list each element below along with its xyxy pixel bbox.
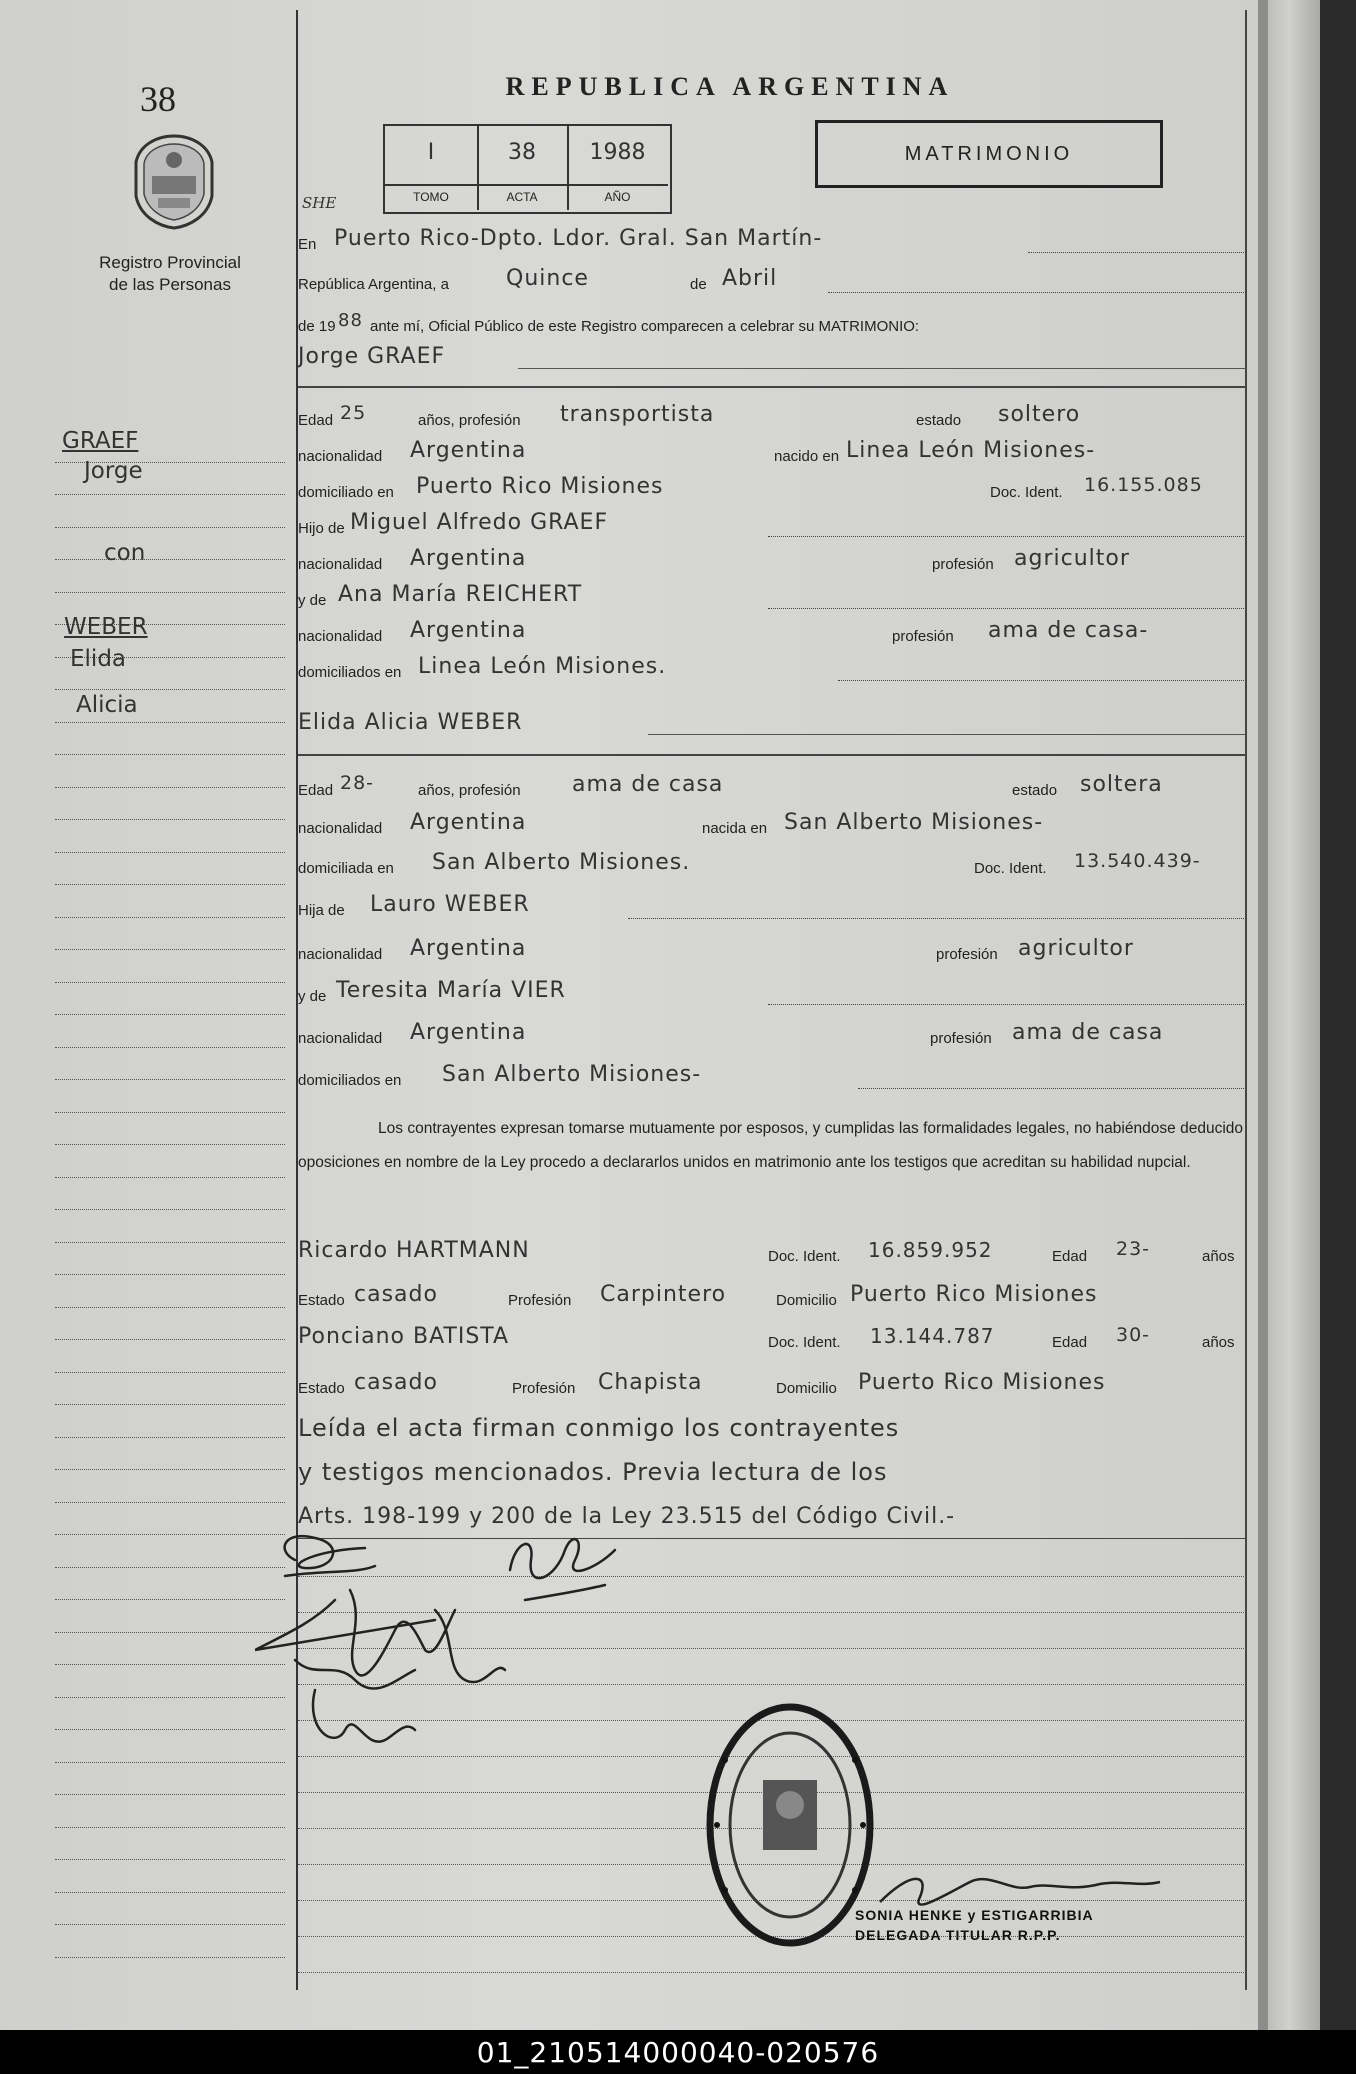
closing-line-3: Arts. 198-199 y 200 de la Ley 23.515 del Código Civil.- — [298, 1504, 956, 1529]
bride-father: Lauro WEBER — [370, 892, 530, 917]
closing-line — [298, 1454, 1246, 1488]
domiciliados-label: domiciliados en — [298, 1072, 402, 1089]
groom-parents-dom-row — [298, 650, 1246, 684]
page-edge — [1268, 0, 1320, 2030]
acta-label: ACTA — [477, 184, 567, 210]
edad-label: Edad — [1052, 1334, 1088, 1351]
witness2-age: 30- — [1116, 1324, 1151, 1346]
groom-age-row — [298, 398, 1246, 432]
edad-label: Edad — [298, 412, 334, 429]
scan-id-bar — [0, 2030, 1356, 2074]
date-row — [298, 262, 1246, 296]
witness2-name: Ponciano BATISTA — [298, 1324, 510, 1349]
en-label: En — [298, 236, 317, 253]
bride-mother-prof: ama de casa — [1012, 1020, 1164, 1045]
witness2-profession: Chapista — [598, 1370, 703, 1395]
day-value: Quince — [506, 266, 589, 291]
acta-value: 38 — [508, 140, 536, 165]
groom-age: 25 — [340, 402, 367, 424]
groom-father-nat: Argentina — [410, 546, 527, 571]
witness1-estado: casado — [354, 1282, 438, 1307]
groom-name-row — [298, 340, 1246, 374]
bride-parents-domicile: San Alberto Misiones- — [442, 1062, 702, 1087]
nacionalidad-label: nacionalidad — [298, 1030, 383, 1047]
year-suffix: 88 — [338, 310, 363, 331]
doc-label: Doc. Ident. — [990, 484, 1063, 501]
record-number-box — [383, 124, 672, 214]
witness2-domicile: Puerto Rico Misiones — [858, 1370, 1106, 1395]
closing-line-1: Leída el acta firman conmigo los contrayentes — [298, 1414, 900, 1442]
delegate-title: DELEGADA TITULAR R.P.P. — [855, 1927, 1061, 1943]
domiciliado-label: domiciliado en — [298, 484, 394, 501]
edad-label: Edad — [1052, 1248, 1088, 1265]
nacionalidad-label: nacionalidad — [298, 556, 383, 573]
place-row — [298, 222, 1246, 256]
closing-line — [298, 1500, 1246, 1534]
estado-label: estado — [916, 412, 962, 429]
groom-birthplace: Linea León Misiones- — [846, 438, 1096, 463]
month-value: Abril — [722, 266, 778, 291]
bride-estado: soltera — [1080, 772, 1163, 797]
ano-value: 1988 — [589, 140, 646, 165]
bride-profession: ama de casa — [572, 772, 724, 797]
bride-father-nat: Argentina — [410, 936, 527, 961]
groom-name: Jorge GRAEF — [298, 344, 446, 369]
bride-domicile: San Alberto Misiones. — [432, 850, 691, 875]
margin-name: GRAEF — [62, 428, 139, 454]
groom-domicile: Puerto Rico Misiones — [416, 474, 664, 499]
bride-name-row — [298, 706, 1246, 740]
republica-label: República Argentina, a — [298, 276, 449, 293]
hijo-label: Hijo de — [298, 520, 345, 537]
bride-mother-row — [298, 974, 1246, 1008]
intro-text: ante mí, Oficial Público de este Registro comparecen a celebrar su MATRIMONIO: — [370, 318, 920, 335]
groom-nationality: Argentina — [410, 438, 527, 463]
witness2-doc: 13.144.787 — [870, 1324, 995, 1348]
ano-label: AÑO — [567, 184, 668, 210]
bride-dom-row — [298, 846, 1246, 880]
bride-age-row — [298, 768, 1246, 802]
groom-dom-row — [298, 470, 1246, 504]
groom-father-nat-row — [298, 542, 1246, 576]
bride-nationality: Argentina — [410, 810, 527, 835]
tomo-label: TOMO — [385, 184, 477, 210]
provincial-seal-icon — [128, 132, 220, 232]
groom-mother-row — [298, 578, 1246, 612]
witness2-details-row — [298, 1366, 1246, 1400]
yde-label: y de — [298, 988, 327, 1005]
doc-label: Doc. Ident. — [768, 1248, 841, 1265]
profesion-label: profesión — [932, 556, 994, 573]
groom-mother-prof: ama de casa- — [988, 618, 1149, 643]
estado-label: estado — [1012, 782, 1058, 799]
witness1-domicile: Puerto Rico Misiones — [850, 1282, 1098, 1307]
registry-line1: Registro Provincial — [99, 253, 241, 272]
margin-name: con — [104, 540, 146, 566]
estado-label: Estado — [298, 1380, 345, 1397]
scan-id: 01_210514000040-020576 — [476, 2035, 880, 2069]
doc-label: Doc. Ident. — [974, 860, 1047, 877]
groom-father-row — [298, 506, 1246, 540]
registry-line2: de las Personas — [109, 275, 231, 294]
margin-name: Alicia — [76, 692, 138, 718]
groom-profession: transportista — [560, 402, 715, 427]
profesion-label: Profesión — [512, 1380, 576, 1397]
bride-parents-dom-row — [298, 1058, 1246, 1092]
statement-text: Los contrayentes expresan tomarse mutuamente por esposos, y cumplidas las formalidades legales, no habiéndose deducido oposiciones en nombre de la Ley procedo a declararlos unidos en matrimonio ante los testigos que acreditan su habilidad nupcial. — [298, 1120, 1243, 1171]
bride-nat-row — [298, 806, 1246, 840]
profesion-label: profesión — [892, 628, 954, 645]
bride-mother-nat-row — [298, 1016, 1246, 1050]
nacionalidad-label: nacionalidad — [298, 820, 383, 837]
bride-age: 28- — [340, 772, 375, 794]
nacida-label: nacida en — [702, 820, 768, 837]
margin-name: Elida — [70, 646, 127, 672]
bride-birthplace: San Alberto Misiones- — [784, 810, 1044, 835]
doc-label: Doc. Ident. — [768, 1334, 841, 1351]
margin-name: WEBER — [64, 614, 148, 640]
witness1-name: Ricardo HARTMANN — [298, 1238, 530, 1263]
witness2-estado: casado — [354, 1370, 438, 1395]
year-prefix: de 19 — [298, 318, 336, 335]
estado-label: Estado — [298, 1292, 345, 1309]
document-type: MATRIMONIO — [815, 120, 1163, 188]
closing-line-2: y testigos mencionados. Previa lectura de los — [298, 1458, 888, 1486]
groom-mother: Ana María REICHERT — [338, 582, 583, 607]
de-label: de — [690, 276, 707, 293]
bride-father-nat-row — [298, 932, 1246, 966]
domiciliados-label: domiciliados en — [298, 664, 402, 681]
groom-father: Miguel Alfredo GRAEF — [350, 510, 609, 535]
book-spine — [1258, 0, 1268, 2030]
bride-doc: 13.540.439- — [1074, 850, 1201, 872]
witness1-age: 23- — [1116, 1238, 1151, 1260]
groom-nat-row — [298, 434, 1246, 468]
groom-father-prof: agricultor — [1014, 546, 1130, 571]
domicilio-label: Domicilio — [776, 1380, 837, 1397]
nacionalidad-label: nacionalidad — [298, 628, 383, 645]
registry-label — [60, 252, 280, 296]
domiciliada-label: domiciliada en — [298, 860, 394, 877]
groom-mother-nat: Argentina — [410, 618, 527, 643]
yde-label: y de — [298, 592, 327, 609]
edad-label: Edad — [298, 782, 334, 799]
witness1-details-row — [298, 1278, 1246, 1312]
witness2-row — [298, 1320, 1246, 1354]
year-row — [298, 304, 1246, 338]
groom-mother-nat-row — [298, 614, 1246, 648]
delegate-stamp-text — [855, 1905, 1094, 1945]
place-value: Puerto Rico-Dpto. Ldor. Gral. San Martín- — [334, 226, 823, 251]
bride-father-prof: agricultor — [1018, 936, 1134, 961]
margin-name: Jorge — [84, 458, 143, 484]
domicilio-label: Domicilio — [776, 1292, 837, 1309]
anos-label: años — [1202, 1248, 1235, 1265]
hija-label: Hija de — [298, 902, 345, 919]
page-number: 38 — [140, 79, 176, 119]
official-stamp-icon — [705, 1700, 875, 1950]
profesion-label: profesión — [936, 946, 998, 963]
signatures-image — [255, 1530, 725, 1790]
anos-label: años, profesión — [418, 412, 521, 429]
initials: SHE — [302, 194, 337, 212]
bride-mother-nat: Argentina — [410, 1020, 527, 1045]
witness1-doc: 16.859.952 — [868, 1238, 993, 1262]
bride-name: Elida Alicia WEBER — [298, 710, 523, 735]
witness1-profession: Carpintero — [600, 1282, 727, 1307]
profesion-label: Profesión — [508, 1292, 572, 1309]
nacido-label: nacido en — [774, 448, 840, 465]
witness1-row — [298, 1234, 1246, 1268]
bride-mother: Teresita María VIER — [336, 978, 566, 1003]
anos-label: años, profesión — [418, 782, 521, 799]
nacionalidad-label: nacionalidad — [298, 448, 383, 465]
country-title: REPUBLICA ARGENTINA — [505, 72, 955, 101]
groom-estado: soltero — [998, 402, 1081, 427]
delegate-name: SONIA HENKE y ESTIGARRIBIA — [855, 1907, 1094, 1923]
anos-label: años — [1202, 1334, 1235, 1351]
groom-doc: 16.155.085 — [1084, 474, 1203, 496]
tomo-value: I — [427, 140, 435, 165]
profesion-label: profesión — [930, 1030, 992, 1047]
nacionalidad-label: nacionalidad — [298, 946, 383, 963]
bride-father-row — [298, 888, 1246, 922]
groom-parents-domicile: Linea León Misiones. — [418, 654, 667, 679]
closing-line — [298, 1410, 1246, 1444]
